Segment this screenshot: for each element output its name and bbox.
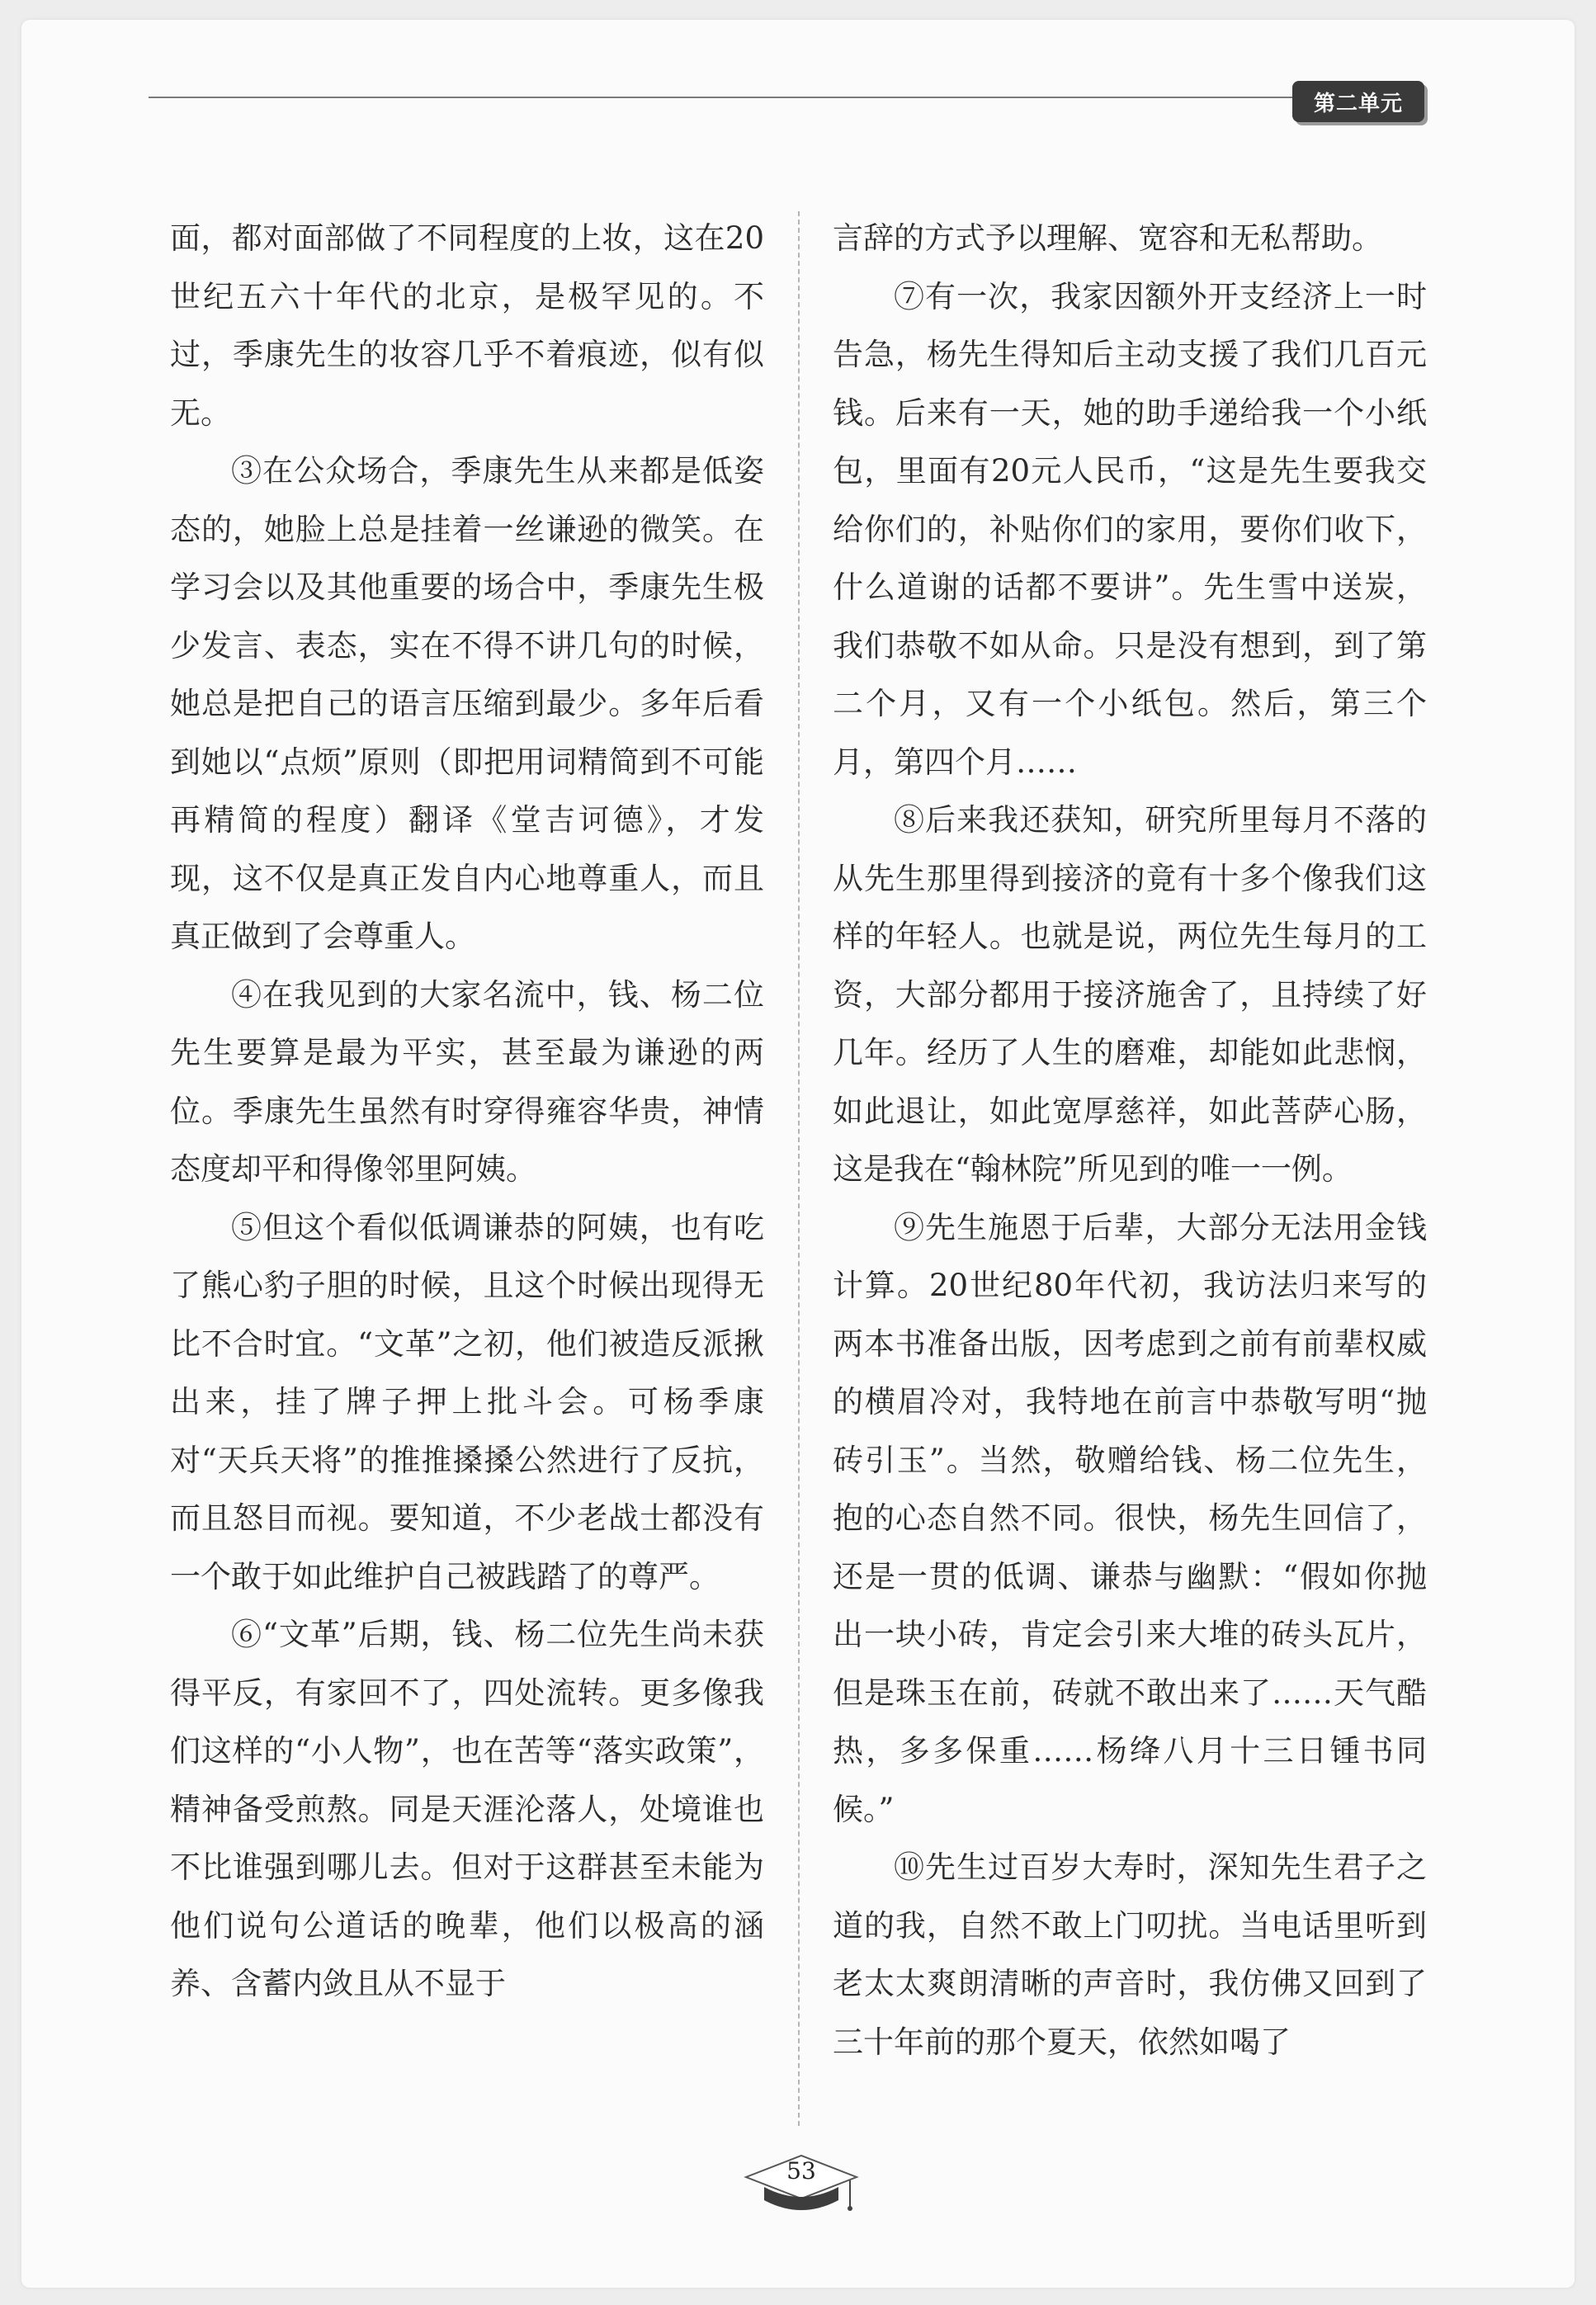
paragraph: ④在我见到的大家名流中，钱、杨二位先生要算是最为平实，甚至最为谦逊的两位。季康先生虽然有时穿得雍容华贵，神情态度却平和得像邻里阿姨。 [170,976,764,1187]
right-column [833,210,1427,2071]
paragraph: ⑥“文革”后期，钱、杨二位先生尚未获得平反，有家回不了，四处流转。更多像我们这样的“小人物”，也在苦等“落实政策”，精神备受煎熬。同是天涯沦落人，处境谁也不比谁强到哪儿去。但对于这群甚至未能为他们说句公道话的晚辈，他们以极高的涵养、含蓄内敛且从不显于 [170,1617,764,2001]
paragraph: ③在公众场合，季康先生从来都是低姿态的，她脸上总是挂着一丝谦逊的微笑。在学习会以及其他重要的场合中，季康先生极少发言、表态，实在不得不讲几句的时候，她总是把自己的语言压缩到最少。多年后看到她以“点烦”原则（即把用词精简到不可能再精简的程度）翻译《堂吉诃德》，才发现，这不仅是真正发自内心地尊重人，而且真正做到了会尊重人。 [170,453,764,954]
page-number: 53 [786,2157,816,2185]
paragraph: 面，都对面部做了不同程度的上妆，这在20世纪五六十年代的北京，是极罕见的。不过，季康先生的妆容几乎不着痕迹，似有似无。 [170,220,764,431]
unit-label-tab: 第二单元 [1292,81,1424,122]
left-column [170,210,764,2014]
paragraph: ⑤但这个看似低调谦恭的阿姨，也有吃了熊心豹子胆的时候，且这个时候出现得无比不合时宜。“文革”之初，他们被造反派揪出来，挂了牌子押上批斗会。可杨季康对“天兵天将”的推推搡搡公然进行了反抗，而且怒目而视。要知道，不少老战士都没有一个敢于如此维护自己被践踏了的尊严。 [170,1209,764,1594]
paragraph: ⑧后来我还获知，研究所里每月不落的从先生那里得到接济的竟有十多个像我们这样的年轻人。也就是说，两位先生每月的工资，大部分都用于接济施舍了，且持续了好几年。经历了人生的磨难，却能如此悲悯，如此退让，如此宽厚慈祥，如此菩萨心肠，这是我在“翰林院”所见到的唯一一例。 [833,802,1427,1187]
paragraph: 言辞的方式予以理解、宽容和无私帮助。 [833,220,1382,256]
column-divider [798,211,800,2126]
paragraph: ⑩先生过百岁大寿时，深知先生君子之道的我，自然不敢上门叨扰。当电话里听到老太太爽朗清晰的声音时，我仿佛又回到了三十年前的那个夏天，依然如喝了 [833,1849,1427,2060]
textbook-page [21,20,1575,2288]
header-rule [149,97,1304,98]
page-number-badge [739,2149,863,2223]
paragraph: ⑨先生施恩于后辈，大部分无法用金钱计算。20世纪80年代初，我访法归来写的两本书准备出版，因考虑到之前有前辈权威的横眉冷对，我特地在前言中恭敬写明“抛砖引玉”。当然，敬赠给钱、杨二位先生，抱的心态自然不同。很快，杨先生回信了，还是一贯的低调、谦恭与幽默：“假如你抛出一块小砖，肯定会引来大堆的砖头瓦片，但是珠玉在前，砖就不敢出来了……天气酷热，多多保重……杨绛八月十三日锺书同候。” [833,1209,1427,1827]
paragraph: ⑦有一次，我家因额外开支经济上一时告急，杨先生得知后主动支援了我们几百元钱。后来有一天，她的助手递给我一个小纸包，里面有20元人民币，“这是先生要我交给你们的，补贴你们的家用，要你们收下，什么道谢的话都不要讲”。先生雪中送炭，我们恭敬不如从命。只是没有想到，到了第二个月，又有一个小纸包。然后，第三个月，第四个月…… [833,278,1427,780]
